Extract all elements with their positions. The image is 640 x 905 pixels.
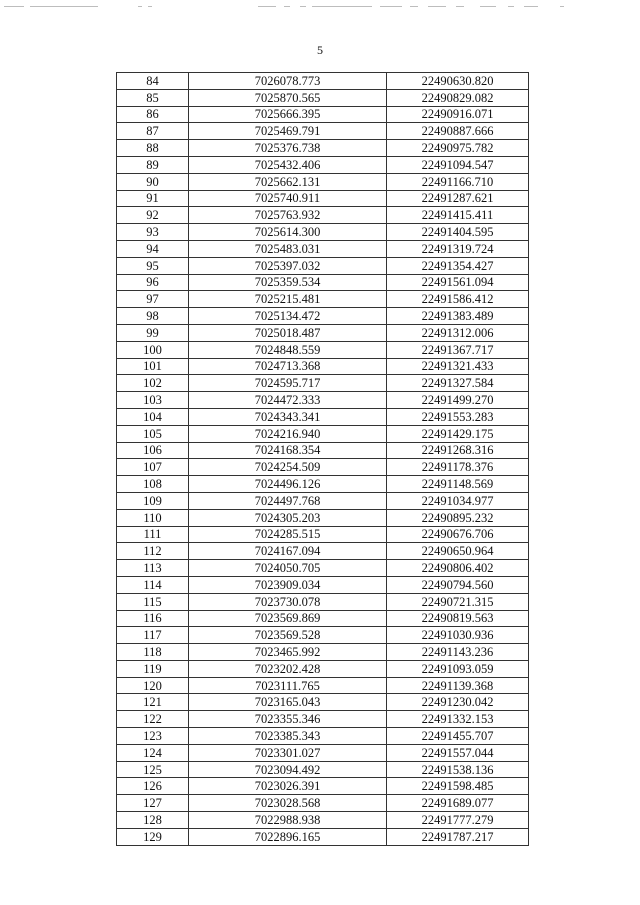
table-row [117,795,529,812]
x-coordinate-cell: 7024305.203 [189,509,387,526]
point-number-cell: 115 [117,593,189,610]
x-coordinate-cell: 7025740.911 [189,190,387,207]
x-coordinate-cell: 7022896.165 [189,828,387,845]
point-number-cell: 118 [117,644,189,661]
point-number-cell: 124 [117,744,189,761]
table-row [117,240,529,257]
y-coordinate-cell: 22491383.489 [387,308,529,325]
point-number-cell: 85 [117,89,189,106]
y-coordinate-cell: 22491034.977 [387,492,529,509]
y-coordinate-cell: 22491094.547 [387,156,529,173]
point-number-cell: 103 [117,392,189,409]
x-coordinate-cell: 7023202.428 [189,660,387,677]
coordinates-table [116,72,529,846]
point-number-cell: 119 [117,660,189,677]
x-coordinate-cell: 7025397.032 [189,257,387,274]
y-coordinate-cell: 22491415.411 [387,207,529,224]
x-coordinate-cell: 7024050.705 [189,560,387,577]
table-row [117,627,529,644]
y-coordinate-cell: 22491148.569 [387,476,529,493]
y-coordinate-cell: 22490630.820 [387,73,529,90]
y-coordinate-cell: 22491367.717 [387,341,529,358]
point-number-cell: 117 [117,627,189,644]
x-coordinate-cell: 7024343.341 [189,408,387,425]
y-coordinate-cell: 22491499.270 [387,392,529,409]
table-row [117,459,529,476]
x-coordinate-cell: 7023355.346 [189,711,387,728]
point-number-cell: 114 [117,576,189,593]
point-number-cell: 100 [117,341,189,358]
point-number-cell: 89 [117,156,189,173]
point-number-cell: 86 [117,106,189,123]
y-coordinate-cell: 22491586.412 [387,291,529,308]
point-number-cell: 129 [117,828,189,845]
x-coordinate-cell: 7024848.559 [189,341,387,358]
table-row [117,123,529,140]
y-coordinate-cell: 22491093.059 [387,660,529,677]
x-coordinate-cell: 7026078.773 [189,73,387,90]
point-number-cell: 122 [117,711,189,728]
y-coordinate-cell: 22490895.232 [387,509,529,526]
y-coordinate-cell: 22490916.071 [387,106,529,123]
point-number-cell: 116 [117,610,189,627]
table-row [117,173,529,190]
y-coordinate-cell: 22491538.136 [387,761,529,778]
table-row [117,375,529,392]
x-coordinate-cell: 7023165.043 [189,694,387,711]
point-number-cell: 121 [117,694,189,711]
point-number-cell: 120 [117,677,189,694]
point-number-cell: 97 [117,291,189,308]
point-number-cell: 92 [117,207,189,224]
x-coordinate-cell: 7025763.932 [189,207,387,224]
point-number-cell: 111 [117,526,189,543]
x-coordinate-cell: 7023301.027 [189,744,387,761]
page-number: 5 [317,43,323,57]
table-row [117,392,529,409]
x-coordinate-cell: 7024168.354 [189,442,387,459]
point-number-cell: 101 [117,358,189,375]
y-coordinate-cell: 22491166.710 [387,173,529,190]
x-coordinate-cell: 7023028.568 [189,795,387,812]
table-row [117,694,529,711]
point-number-cell: 110 [117,509,189,526]
x-coordinate-cell: 7025469.791 [189,123,387,140]
y-coordinate-cell: 22490975.782 [387,140,529,157]
y-coordinate-cell: 22490829.082 [387,89,529,106]
y-coordinate-cell: 22491598.485 [387,778,529,795]
y-coordinate-cell: 22491030.936 [387,627,529,644]
point-number-cell: 84 [117,73,189,90]
table-row [117,543,529,560]
table-row [117,778,529,795]
table-row [117,308,529,325]
y-coordinate-cell: 22491268.316 [387,442,529,459]
table-row [117,425,529,442]
x-coordinate-cell: 7024497.768 [189,492,387,509]
table-row [117,442,529,459]
point-number-cell: 95 [117,257,189,274]
y-coordinate-cell: 22491332.153 [387,711,529,728]
y-coordinate-cell: 22491455.707 [387,728,529,745]
x-coordinate-cell: 7025662.131 [189,173,387,190]
coordinates-table-body [117,73,529,846]
x-coordinate-cell: 7023909.034 [189,576,387,593]
point-number-cell: 105 [117,425,189,442]
table-row [117,526,529,543]
x-coordinate-cell: 7025359.534 [189,274,387,291]
y-coordinate-cell: 22491689.077 [387,795,529,812]
table-row [117,476,529,493]
table-row [117,408,529,425]
x-coordinate-cell: 7023465.992 [189,644,387,661]
x-coordinate-cell: 7025018.487 [189,324,387,341]
x-coordinate-cell: 7025614.300 [189,224,387,241]
table-row [117,576,529,593]
point-number-cell: 112 [117,543,189,560]
table-row [117,89,529,106]
table-row [117,257,529,274]
x-coordinate-cell: 7023730.078 [189,593,387,610]
y-coordinate-cell: 22490794.560 [387,576,529,593]
x-coordinate-cell: 7024472.333 [189,392,387,409]
x-coordinate-cell: 7024285.515 [189,526,387,543]
table-row [117,711,529,728]
y-coordinate-cell: 22491777.279 [387,812,529,829]
y-coordinate-cell: 22491319.724 [387,240,529,257]
y-coordinate-cell: 22491429.175 [387,425,529,442]
point-number-cell: 126 [117,778,189,795]
x-coordinate-cell: 7024167.094 [189,543,387,560]
table-row [117,744,529,761]
table-row [117,828,529,845]
x-coordinate-cell: 7022988.938 [189,812,387,829]
x-coordinate-cell: 7024496.126 [189,476,387,493]
table-row [117,560,529,577]
table-row [117,728,529,745]
table-row [117,677,529,694]
y-coordinate-cell: 22490676.706 [387,526,529,543]
y-coordinate-cell: 22491354.427 [387,257,529,274]
point-number-cell: 96 [117,274,189,291]
point-number-cell: 104 [117,408,189,425]
scan-artifact-line [0,6,640,12]
x-coordinate-cell: 7023385.343 [189,728,387,745]
x-coordinate-cell: 7025134.472 [189,308,387,325]
point-number-cell: 113 [117,560,189,577]
x-coordinate-cell: 7023094.492 [189,761,387,778]
table-row [117,509,529,526]
y-coordinate-cell: 22491787.217 [387,828,529,845]
point-number-cell: 106 [117,442,189,459]
x-coordinate-cell: 7024216.940 [189,425,387,442]
y-coordinate-cell: 22490721.315 [387,593,529,610]
table-row [117,610,529,627]
point-number-cell: 93 [117,224,189,241]
point-number-cell: 99 [117,324,189,341]
table-row [117,358,529,375]
x-coordinate-cell: 7023569.869 [189,610,387,627]
y-coordinate-cell: 22490806.402 [387,560,529,577]
y-coordinate-cell: 22491287.621 [387,190,529,207]
table-row [117,190,529,207]
y-coordinate-cell: 22491404.595 [387,224,529,241]
point-number-cell: 94 [117,240,189,257]
table-row [117,644,529,661]
table-row [117,492,529,509]
point-number-cell: 98 [117,308,189,325]
table-row [117,207,529,224]
y-coordinate-cell: 22491230.042 [387,694,529,711]
table-row [117,274,529,291]
point-number-cell: 127 [117,795,189,812]
point-number-cell: 125 [117,761,189,778]
point-number-cell: 123 [117,728,189,745]
y-coordinate-cell: 22491327.584 [387,375,529,392]
x-coordinate-cell: 7025870.565 [189,89,387,106]
table-row [117,156,529,173]
x-coordinate-cell: 7025432.406 [189,156,387,173]
point-number-cell: 102 [117,375,189,392]
table-row [117,73,529,90]
y-coordinate-cell: 22490819.563 [387,610,529,627]
table-row [117,106,529,123]
point-number-cell: 108 [117,476,189,493]
y-coordinate-cell: 22491321.433 [387,358,529,375]
x-coordinate-cell: 7025376.738 [189,140,387,157]
y-coordinate-cell: 22491139.368 [387,677,529,694]
table-row [117,341,529,358]
x-coordinate-cell: 7024254.509 [189,459,387,476]
table-row [117,140,529,157]
y-coordinate-cell: 22491143.236 [387,644,529,661]
x-coordinate-cell: 7025666.395 [189,106,387,123]
table-row [117,660,529,677]
x-coordinate-cell: 7023569.528 [189,627,387,644]
y-coordinate-cell: 22491312.006 [387,324,529,341]
point-number-cell: 91 [117,190,189,207]
point-number-cell: 109 [117,492,189,509]
y-coordinate-cell: 22490650.964 [387,543,529,560]
table-row [117,291,529,308]
x-coordinate-cell: 7025215.481 [189,291,387,308]
y-coordinate-cell: 22490887.666 [387,123,529,140]
y-coordinate-cell: 22491553.283 [387,408,529,425]
x-coordinate-cell: 7025483.031 [189,240,387,257]
table-row [117,593,529,610]
point-number-cell: 90 [117,173,189,190]
y-coordinate-cell: 22491561.094 [387,274,529,291]
x-coordinate-cell: 7023111.765 [189,677,387,694]
x-coordinate-cell: 7023026.391 [189,778,387,795]
x-coordinate-cell: 7024595.717 [189,375,387,392]
point-number-cell: 128 [117,812,189,829]
table-row [117,761,529,778]
point-number-cell: 107 [117,459,189,476]
table-row [117,812,529,829]
y-coordinate-cell: 22491557.044 [387,744,529,761]
point-number-cell: 87 [117,123,189,140]
y-coordinate-cell: 22491178.376 [387,459,529,476]
table-row [117,224,529,241]
point-number-cell: 88 [117,140,189,157]
table-row [117,324,529,341]
x-coordinate-cell: 7024713.368 [189,358,387,375]
